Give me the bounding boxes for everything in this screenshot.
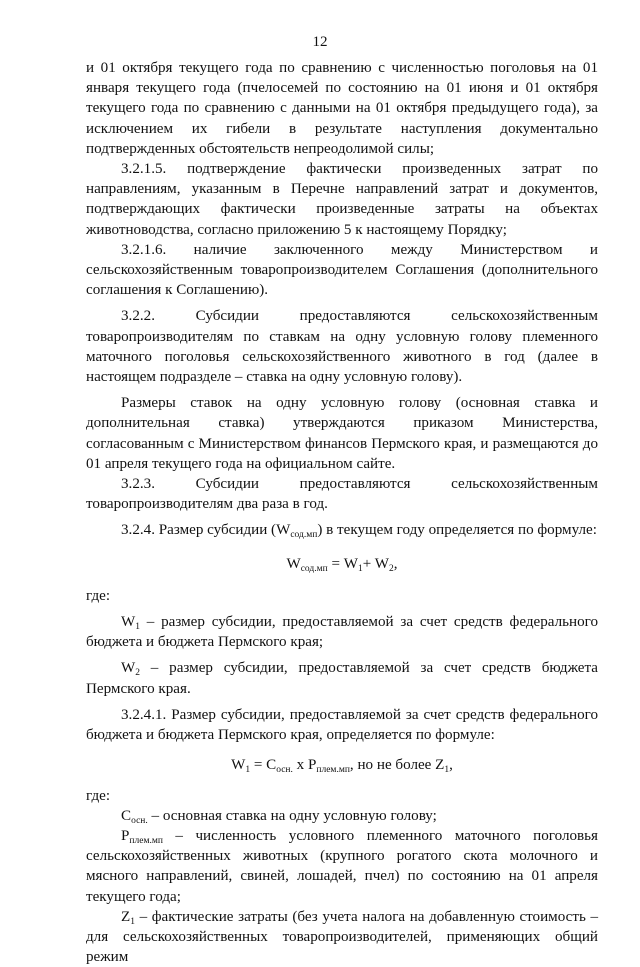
- paragraph-rates: Размеры ставок на одну условную голову (основная ставка и дополнительная ставка) утверждаются приказом Министерства, согласованным с Министерством финансов Пермского края, и размещаются до 01 апреля текущего года на официальном сайте.: [86, 395, 598, 472]
- formula-text: ,: [449, 757, 453, 774]
- formula-w1: [86, 755, 598, 775]
- symbol: P: [121, 827, 130, 844]
- definition-text: – численность условного племенного маточного поголовья сельскохозяйственных животных (крупного рогатого скота молочного и мясного направлений, свиней, лошадей, пчел) по состоянию на 01 апреля текущего года;: [86, 827, 598, 905]
- subscript: 1: [444, 765, 450, 776]
- subscript: осн.: [276, 765, 293, 776]
- symbol: Z: [121, 908, 131, 925]
- paragraph-3-2-3: 3.2.3. Субсидии предоставляются сельскохозяйственным товаропроизводителям два раза в год.: [86, 476, 598, 513]
- definition-p: [86, 826, 598, 907]
- formula-text: x P: [292, 757, 317, 774]
- page-number: 12: [312, 34, 328, 50]
- subscript: плем.мп: [129, 835, 163, 846]
- paragraph-3-2-4: [86, 520, 598, 540]
- subscript: сод.мп: [300, 563, 328, 574]
- paragraph-3-2-1-5: 3.2.1.5. подтверждение фактически произведенных затрат по направлениям, указанным в Перечне направлений затрат и документов, подтверждающих фактически произведенные затраты на объектах животноводства, согласно приложению 5 к настоящему Порядку;: [86, 161, 598, 238]
- subscript: 1: [135, 622, 140, 633]
- formula-text: + W: [362, 555, 390, 572]
- text: 3.2.4. Размер субсидии (W: [121, 522, 291, 539]
- definition-text: – размер субсидии, предоставляемой за счет средств федерального бюджета и бюджета Пермского края;: [86, 614, 598, 651]
- definition-c: [86, 806, 598, 826]
- text: ) в текущем году определяется по формуле:: [317, 522, 597, 539]
- document-body: [86, 58, 598, 967]
- subscript: 1: [358, 563, 363, 574]
- where-label: где:: [86, 787, 111, 804]
- symbol: W: [121, 660, 136, 677]
- paragraph-3-2-2: 3.2.2. Субсидии предоставляются сельскохозяйственным товаропроизводителям по ставкам на одну условную голову племенного маточного поголовья сельскохозяйственного животного в год (далее в настоящем подразделе – ставка на одну условную голову).: [86, 308, 598, 386]
- symbol: C: [121, 807, 132, 824]
- formula-text: , но не более Z: [349, 757, 445, 774]
- paragraph-continuation: и 01 октября текущего года по сравнению с численностью поголовья на 01 января текущего года (пчелосемей по состоянию на 01 июня и 01 октября текущего года по сравнению с данными на 01 октября предыдущего года), за исключением их гибели в результате наступления документально подтвержденных обстоятельств непреодолимой силы;: [86, 60, 598, 157]
- symbol: W: [121, 614, 136, 631]
- definition-text: – размер субсидии, предоставляемой за счет средств бюджета Пермского края.: [86, 660, 598, 697]
- paragraph-3-2-4-1: 3.2.4.1. Размер субсидии, предоставляемой за счет средств федерального бюджета и бюджета Пермского края, определяется по формуле:: [86, 706, 598, 744]
- formula-text: = C: [250, 757, 277, 774]
- subscript: 2: [389, 563, 394, 574]
- definition-w2: [86, 658, 598, 698]
- where-label: где:: [86, 587, 111, 604]
- definition-w1: [86, 612, 598, 652]
- formula-text: ,: [393, 555, 398, 572]
- paragraph-3-2-1-6: 3.2.1.6. наличие заключенного между Министерством и сельскохозяйственным товаропроизводителем Соглашения (дополнительного соглашения к Соглашению).: [86, 241, 598, 299]
- definition-text: – фактические затраты (без учета налога на добавленную стоимость – для сельскохозяйственных товаропроизводителей, применяющих общий режим: [86, 908, 598, 966]
- subscript: осн.: [131, 815, 148, 826]
- subscript: 1: [130, 916, 135, 927]
- definition-z: [86, 907, 598, 967]
- subscript: плем.мп: [316, 765, 350, 776]
- subscript: 2: [135, 668, 140, 679]
- formula-text: = W: [327, 555, 358, 572]
- definition-text: – основная ставка на одну условную голову;: [147, 807, 437, 824]
- formula-symbol: W: [286, 555, 301, 572]
- formula-symbol: W: [231, 757, 246, 774]
- subscript: 1: [245, 765, 251, 776]
- subscript: сод.мп: [290, 530, 318, 541]
- formula-w-total: [86, 554, 598, 574]
